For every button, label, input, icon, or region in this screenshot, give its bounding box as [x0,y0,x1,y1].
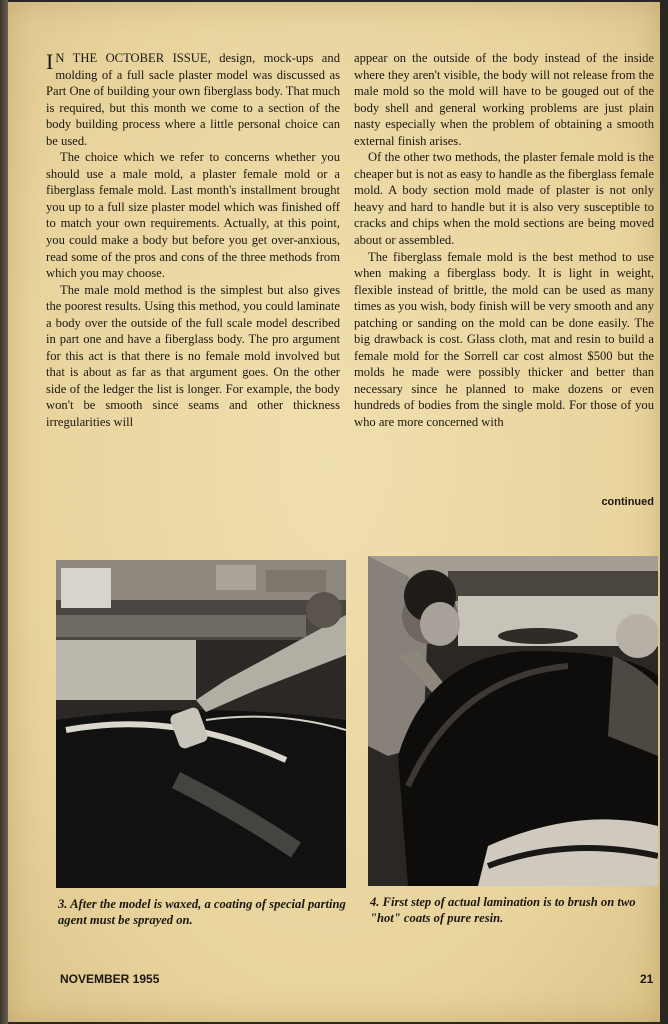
magazine-spine [0,0,8,1024]
drop-cap: I [46,49,54,74]
opening-caps: N THE OCTOBER ISSUE [55,51,208,65]
photo-brushing-resin [368,556,658,886]
article-column-right [354,50,654,431]
page-number: 21 [640,972,654,986]
article-paragraph: Of the other two methods, the plaster female mold is the cheaper but is not as easy to handle as the fiberglass female mold. A body section mold made of plaster is not only heavy and hard to handle but it is also very susceptible to cracks and chips when the mold sections are being moved about or assembled. [354,150,654,248]
continued-label: continued [601,496,654,508]
photo-3-illustration [56,560,346,888]
article-paragraph: The fiberglass female mold is the best method to use when making a fiberglass body. It is light in weight, flexible instead of brittle, the mold can be used as many times as you wish, body finish will be very smooth and any patching or sanding on the mold can be done easily. The big drawback is cost. Glass cloth, mat and resin to build a female mold for the Sorrell car cost almost $500 but the molds he made were possibly thicker and better than necessary since he planned to make dozens or even hundreds of bodies from the single mold. For those of you who are more concerned with [354,249,654,430]
photo-3-caption: 3. After the model is waxed, a coating of special parting agent must be sprayed on. [58,897,346,927]
photo-spraying-parting-agent [56,560,346,888]
photo-4-illustration [368,556,658,886]
issue-date: NOVEMBER 1955 [60,972,160,986]
photo-4-caption: 4. First step of actual lamination is to brush on two "hot" coats of pure resin. [370,895,636,925]
paragraph-text: , design, mock-ups and molding of a full sacle plaster model was discussed as Part One of building your own fiberglass body. That much is required, but this month we come to a section of the body building process where a little personal choice can be used. [46,51,340,148]
article-paragraph: The choice which we refer to concerns whether you should use a male mold, a plaster female mold or a fiberglass female mold. Last month's installment brought you up to a full size plaster model which was finished off to match your own requirements. Actually, at this point, you could make a body but before you get over-anxious, read some of the pros and cons of the three methods from which you may choose. [46,150,340,281]
article-paragraph: The male mold method is the simplest but also gives the poorest results. Using this method, you could laminate a body over the outside of the full scale model described in part one and have a fiberglass body. The pro argument for this act is that there is no female mold involved but that is about as far as that argument goes. On the other side of the ledger the list is longer. For example, the body won't be smooth since seams and other thickness irregularities will [46,282,340,430]
article-paragraph [46,50,340,149]
article-paragraph: appear on the outside of the body instead of the inside where they aren't visible, the body will not release from the male mold so the mold will have to be gouged out of the body shell and general working problems are just plain nasty especially when the problem of obtaining a smooth external finish arises. [354,51,654,148]
article-column-left [46,50,340,431]
